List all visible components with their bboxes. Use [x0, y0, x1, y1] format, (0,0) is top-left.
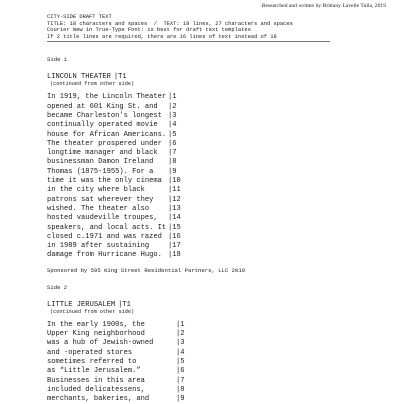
side-1-label: Side 1	[47, 56, 68, 64]
text-line	[47, 386, 347, 395]
line-number: |2	[168, 102, 177, 111]
line-text: closed c.1971 and was razed	[47, 232, 162, 241]
line-text: sometimes referred to	[47, 357, 137, 366]
side-1-subtitle: (continued from other side)	[50, 81, 135, 88]
text-line	[47, 186, 347, 195]
line-text: Upper King neighborhood	[47, 330, 145, 339]
text-line	[47, 205, 347, 214]
author-credit: Researched and written by Brittany Lavelle Tulla, 2019	[261, 3, 386, 9]
line-number: |1	[176, 320, 185, 329]
line-text: opened at 601 King St. and	[47, 102, 158, 111]
line-text: became Charleston’s longest	[47, 111, 162, 120]
line-number: |4	[168, 121, 177, 130]
text-line	[47, 121, 347, 130]
text-line	[47, 168, 347, 177]
line-text: In the early 1900s, the	[47, 320, 145, 329]
text-line	[47, 196, 347, 205]
side-1-title: LINCOLN THEATER	[47, 73, 111, 82]
line-text: The theater prospered under	[47, 139, 162, 148]
text-line	[47, 224, 347, 233]
line-number: |9	[168, 167, 177, 176]
text-line	[47, 242, 347, 251]
sponsor-line: Sponsored by 595 King Street Residential Partners, LLC 2019	[47, 266, 246, 274]
text-line	[47, 214, 347, 223]
text-line	[47, 177, 347, 186]
line-text: time it was the only cinema	[47, 177, 162, 186]
line-text: patrons sat wherever they	[47, 195, 154, 204]
header-line-4: If 2 title lines are required, there are 16 lines of text instead of 18	[47, 33, 277, 40]
line-text: merchants, bakeries, and	[47, 395, 150, 404]
line-number: |9	[176, 395, 185, 404]
draft-page	[47, 14, 347, 404]
line-number: |12	[168, 195, 181, 204]
line-text: Businesses in this area	[47, 376, 145, 385]
side-2-title-tag: |T1	[118, 300, 131, 309]
line-text: included delicatessens,	[47, 385, 145, 394]
text-line	[47, 103, 347, 112]
text-line	[47, 377, 347, 386]
line-text: longtime manager and black	[47, 149, 158, 158]
text-line	[47, 233, 347, 242]
header-line-2: TITLE: 18 characters and spaces / TEXT: 18 lines, 27 characters and spaces	[47, 20, 293, 27]
line-text: and -operated stores	[47, 348, 133, 357]
line-number: |5	[176, 357, 185, 366]
side-1-title-tag: |T1	[113, 73, 127, 82]
line-number: |15	[168, 223, 181, 232]
line-number: |3	[176, 339, 185, 348]
line-text: hosted vaudeville troupes,	[47, 214, 158, 223]
line-number: |3	[168, 111, 177, 120]
line-number: |14	[168, 214, 181, 223]
line-text: speakers, and local acts. It	[47, 223, 167, 232]
line-number: |6	[168, 139, 177, 148]
line-number: |11	[168, 186, 181, 195]
text-line	[47, 321, 347, 330]
line-text: Thomas (1875-1955). For a	[47, 167, 154, 176]
line-number: |13	[168, 204, 181, 213]
line-text: was a hub of Jewish-owned	[47, 339, 154, 348]
line-text: In 1919, the Lincoln Theater	[47, 93, 167, 102]
line-text: wished. The theater also	[47, 204, 150, 213]
line-number: |8	[176, 385, 185, 394]
line-text: in 1989 after sustaining	[47, 242, 150, 251]
line-text: in the city where black	[47, 186, 145, 195]
text-line	[47, 93, 347, 102]
line-number: |4	[176, 348, 185, 357]
side-2-text-block	[47, 321, 347, 404]
line-number: |7	[168, 149, 177, 158]
line-text: as “Little Jerusalem.”	[47, 367, 141, 376]
side-2-title: LITTLE JERUSALEM	[47, 300, 116, 309]
text-line	[47, 349, 347, 358]
text-line	[47, 251, 347, 260]
line-text: house for African Americans.	[47, 130, 167, 139]
side-1-title-row	[47, 73, 347, 81]
text-line	[47, 149, 347, 158]
line-number: |16	[168, 232, 181, 241]
line-text: businessman Damon Ireland	[47, 158, 154, 167]
header-line-1: CITY-SIDE DRAFT TEXT	[47, 14, 112, 20]
text-line	[47, 112, 347, 121]
header-divider	[47, 41, 330, 42]
line-number: |17	[168, 242, 181, 251]
line-number: |5	[168, 130, 177, 139]
header-line-3: Courier New in True-Type Font: is best for draft text templates	[47, 27, 251, 34]
text-line	[47, 131, 347, 140]
text-line	[47, 367, 347, 376]
line-number: |6	[176, 367, 185, 376]
line-number: |18	[168, 251, 181, 260]
line-number: |2	[176, 330, 185, 339]
line-text: continually operated movie	[47, 121, 158, 130]
line-number: |1	[168, 93, 177, 102]
side-2-subtitle: (continued from other side)	[50, 308, 135, 315]
side-2-title-row	[47, 301, 347, 309]
side-1-text-block	[47, 93, 347, 260]
text-line	[47, 339, 347, 348]
line-number: |8	[168, 158, 177, 167]
text-line	[47, 330, 347, 339]
side-2-label: Side 2	[47, 283, 68, 291]
text-line	[47, 140, 347, 149]
text-line	[47, 358, 347, 367]
line-number: |10	[168, 177, 181, 186]
text-line	[47, 158, 347, 167]
line-number: |7	[176, 376, 185, 385]
line-text: damage from Hurricane Hugo.	[47, 251, 162, 260]
